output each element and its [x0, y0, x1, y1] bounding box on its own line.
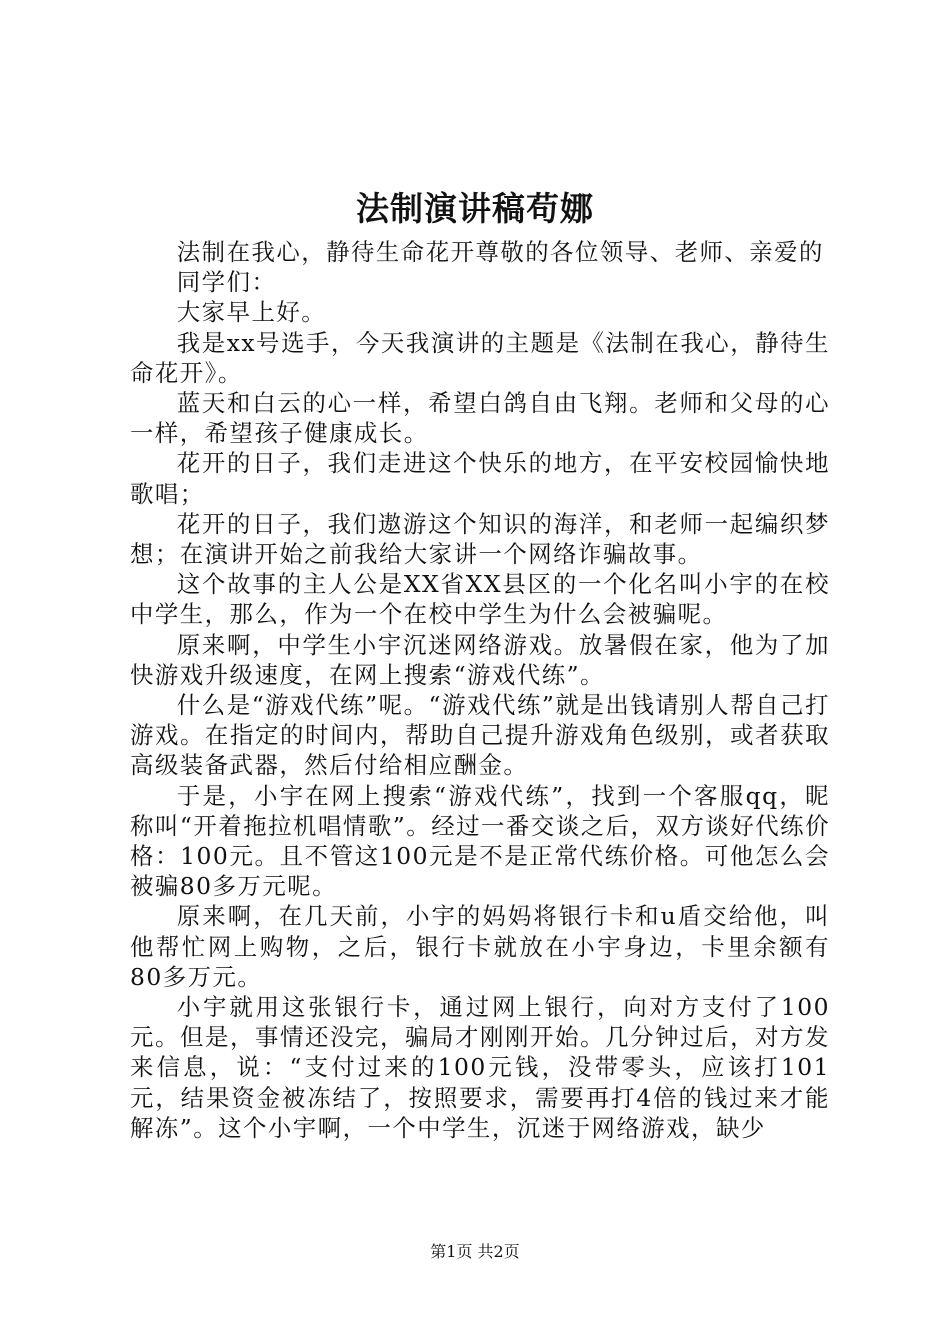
paragraph: 原来啊，中学生小宇沉迷网络游戏。放暑假在家，他为了加快游戏升级速度，在网上搜索“游戏代练”。: [130, 630, 830, 689]
paragraph: 什么是“游戏代练”呢。“游戏代练”就是出钱请别人帮自己打游戏。在指定的时间内，帮助自己提升游戏角色级别，或者获取高级装备武器，然后付给相应酬金。: [130, 691, 830, 780]
page-footer: 第1页 共2页: [430, 1242, 520, 1261]
document-body: [130, 237, 830, 1143]
paragraph: 花开的日子，我们遨游这个知识的海洋，和老师一起编织梦想；在演讲开始之前我给大家讲一个网络诈骗故事。: [130, 509, 830, 569]
paragraph: 法制在我心，静待生命花开尊敬的各位领导、老师、亲爱的: [176, 238, 824, 266]
page-title: 法制演讲稿苟娜: [356, 189, 594, 228]
paragraph: 于是，小宇在网上搜索“游戏代练”，找到一个客服qq，昵称叫“开着拖拉机唱情歌”。经过一番交谈之后，双方谈好代练价格：100元。且不管这100元是不是正常代练价格。可他怎么会被骗80多万元呢。: [130, 781, 830, 901]
paragraph: 同学们：: [176, 268, 277, 297]
paragraph: 这个故事的主人公是XX省XX县区的一个化名叫小宇的在校中学生，那么，作为一个在校中学生为什么会被骗呢。: [130, 570, 830, 629]
paragraph: 蓝天和白云的心一样，希望白鸽自由飞翔。老师和父母的心一样，希望孩子健康成长。: [130, 389, 830, 448]
paragraph: 花开的日子，我们走进这个快乐的地方，在平安校园愉快地歌唱；: [130, 449, 830, 508]
paragraph: 大家早上好。: [176, 298, 327, 327]
paragraph: 原来啊，在几天前，小宇的妈妈将银行卡和u盾交给他，叫他帮忙网上购物，之后，银行卡就放在小宇身边，卡里余额有80多万元。: [130, 902, 830, 991]
paragraph: 我是xx号选手，今天我演讲的主题是《法制在我心，静待生命花开》。: [130, 328, 830, 387]
paragraph: 小宇就用这张银行卡，通过网上银行，向对方支付了100元。但是，事情还没完，骗局才刚刚开始。几分钟过后，对方发来信息，说：“支付过来的100元钱，没带零头，应该打101元，结果资金被冻结了，按照要求，需要再打4倍的钱过来才能解冻”。这个小宇啊，一个中学生，沉迷于网络游戏，缺少: [130, 993, 830, 1142]
